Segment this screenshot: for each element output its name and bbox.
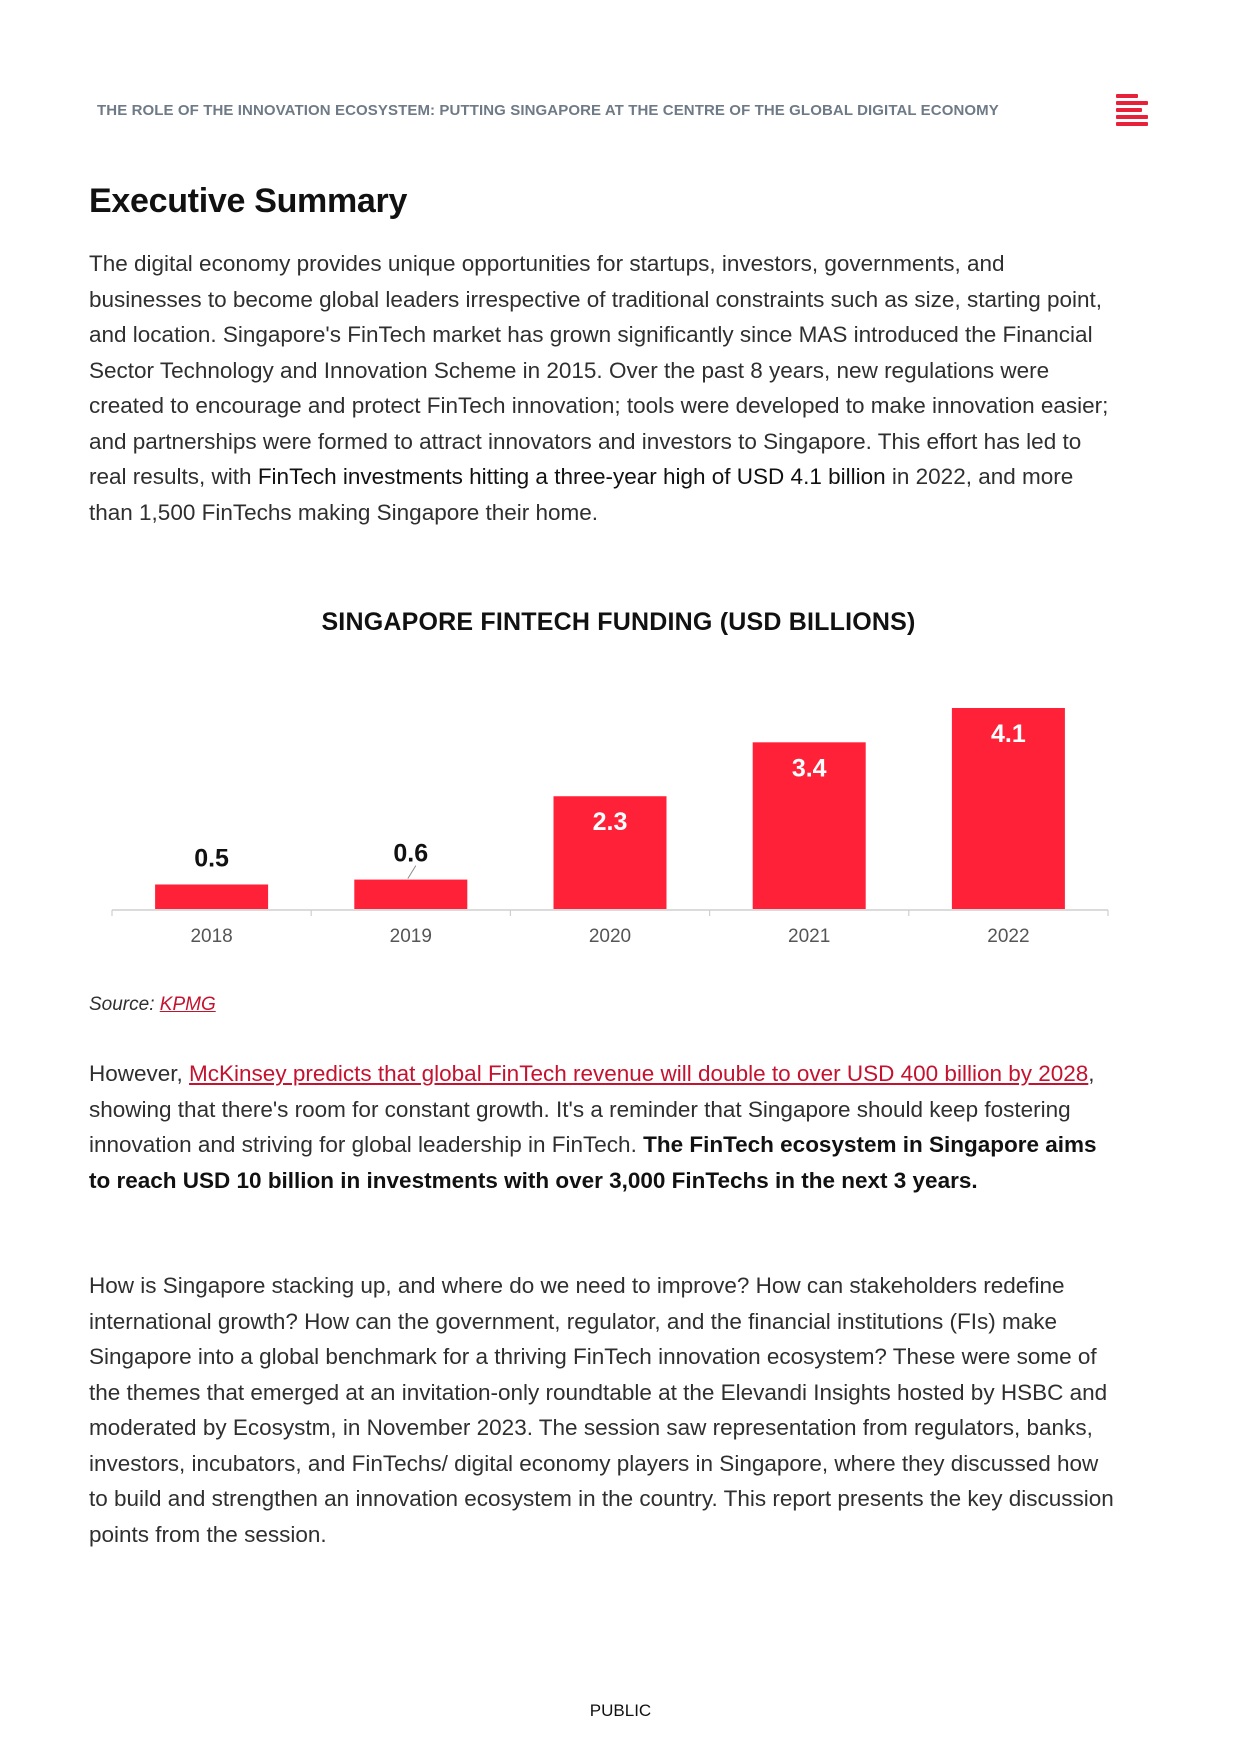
data-label-2019: 0.6	[393, 839, 429, 868]
intro-text: The digital economy provides unique opportunities for startups, investors, governments, and businesses to become global leaders irrespective of traditional constraints such as size, starting point, and location. Singapore's FinTech market has grown significantly since MAS introduced the Financial Sector Technology and Innovation Scheme in 2015. Over the past 8 years, new regulations were created to encourage and protect FinTech innovation; tools were developed to make innovation easier; and partnerships were formed to attract innovators and investors to Singapore. This effort has led to real results, with	[89, 251, 1109, 489]
source-note	[89, 994, 216, 1016]
intro-highlight: FinTech investments hitting a three-year high of USD 4.1 billion	[257, 464, 886, 489]
funding-bar-chart	[0, 640, 1241, 960]
source-link-kpmg[interactable]: KPMG	[159, 994, 216, 1015]
growth-middle: , showing that there's room for constant growth. It's a reminder that Singapore should keep fostering innovation and striving for global leadership in FinTech.	[89, 1061, 1095, 1157]
x-tick-label-2022: 2022	[987, 926, 1030, 947]
header-title: THE ROLE OF THE INNOVATION ECOSYSTEM: PUTTING SINGAPORE AT THE CENTRE OF THE GLOBAL DIGITAL ECONOMY	[97, 102, 999, 119]
growth-goal: The FinTech ecosystem in Singapore aims to reach USD 10 billion in investments with over 3,000 FinTechs in the next 3 years.	[89, 1132, 1097, 1193]
bar-2018	[155, 884, 268, 909]
growth-lead: However,	[89, 1061, 190, 1086]
x-tick-label-2020: 2020	[588, 926, 632, 947]
ecosystm-logo-icon	[1116, 94, 1148, 128]
source-label: Source:	[89, 994, 160, 1015]
data-label-2018: 0.5	[194, 844, 229, 873]
page-title: Executive Summary	[89, 182, 408, 220]
classification-footer: PUBLIC	[589, 1701, 652, 1720]
intro-paragraph	[89, 246, 1119, 530]
x-tick-label-2019: 2019	[389, 926, 432, 947]
data-label-2020: 2.3	[592, 808, 628, 837]
data-label-2021: 3.4	[791, 754, 827, 783]
bar-2019	[354, 880, 467, 909]
growth-paragraph	[89, 1056, 1119, 1198]
chart-title: SINGAPORE FINTECH FUNDING (USD BILLIONS)	[321, 608, 916, 636]
data-label-2022: 4.1	[991, 720, 1026, 748]
mckinsey-link[interactable]: McKinsey predicts that global FinTech revenue will double to over USD 400 billion by 2028	[189, 1061, 1089, 1086]
x-tick-label-2018: 2018	[190, 926, 233, 947]
intro-tail: in 2022, and more than 1,500 FinTechs making Singapore their home.	[89, 464, 1074, 525]
x-tick-label-2021: 2021	[788, 926, 831, 947]
roundtable-paragraph: How is Singapore stacking up, and where do we need to improve? How can stakeholders redefine international growth? How can the government, regulator, and the financial institutions (FIs) make Singapore into a global benchmark for a thriving FinTech innovation ecosystem? These were some of the themes that emerged at an invitation-only roundtable at the Elevandi Insights hosted by HSBC and moderated by Ecosystm, in November 2023. The session saw representation from regulators, banks, investors, incubators, and FinTechs/ digital economy players in Singapore, where they discussed how to build and strengthen an innovation ecosystem in the country. This report presents the key discussion points from the session.	[89, 1273, 1114, 1547]
